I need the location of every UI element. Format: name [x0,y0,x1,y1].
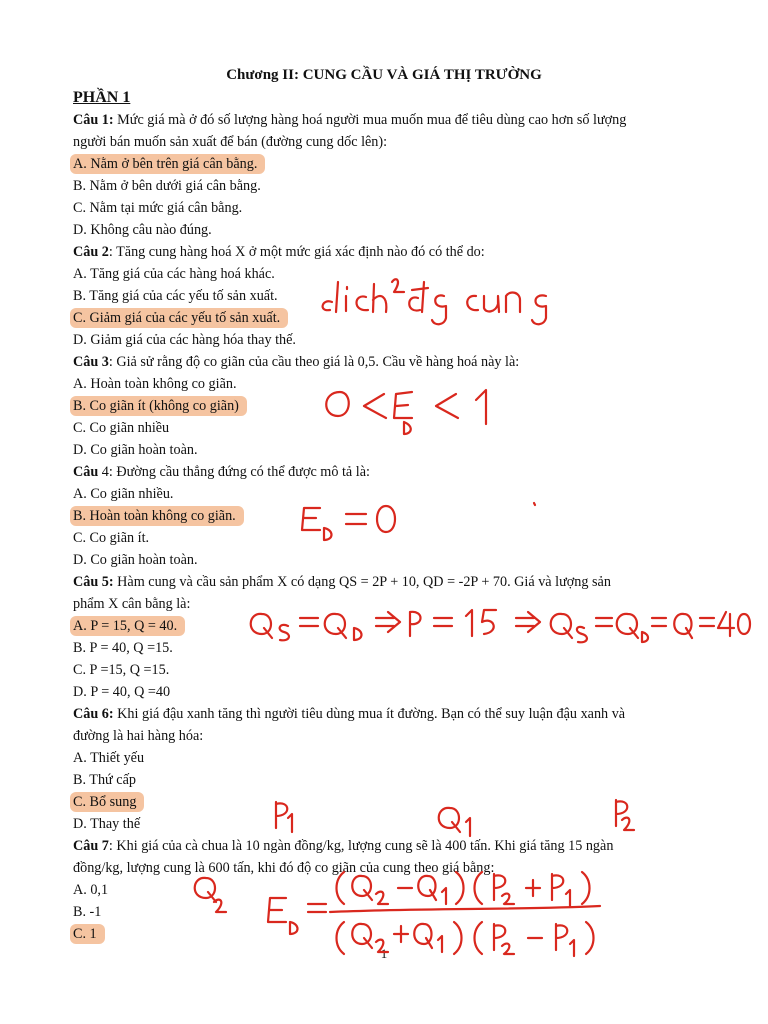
question-stem [73,243,485,261]
question-stem-continuation [73,859,494,877]
answer-option [73,441,198,459]
question-label: Câu 1: [73,112,114,128]
answer-option [73,793,144,811]
question-stem [73,353,519,371]
answer-text: D. Co giãn hoàn toàn. [73,552,198,568]
answer-option [73,925,105,943]
answer-option [73,749,144,767]
handwriting-q3-note [326,390,486,434]
answer-option [73,199,242,217]
question-stem [73,463,370,481]
question-stem [73,705,625,723]
answer-option [73,551,198,569]
handwriting-q4-note [302,503,535,540]
question-text: 4: Đường cầu thẳng đứng có thể được mô tả là: [98,464,370,480]
answer-option [73,177,261,195]
question-label: Câu 7 [73,838,109,854]
question-text: đường là hai hàng hóa: [73,728,204,744]
question-label: Câu 2 [73,244,109,260]
answer-text: B. Nằm ở bên dưới giá cân bằng. [73,178,261,194]
answer-text: D. P = 40, Q =40 [73,684,171,700]
answer-text: D. Co giãn hoàn toàn. [73,442,198,458]
answer-option [73,375,237,393]
answer-option [73,617,185,635]
answer-text: A. Co giãn nhiều. [73,486,174,502]
question-label: Câu [73,464,99,480]
question-text: : Giả sử rằng độ co giãn của cầu theo giá là 0,5. Cầu về hàng hoá này là: [108,354,520,370]
answer-option [73,287,278,305]
question-text: Hàm cung và cầu sản phẩm X có dạng QS = 2P + 10, QD = -2P + 70. Giá và lượng sản [113,574,611,590]
answer-text: C. Co giãn nhiều [73,420,170,436]
question-stem-continuation [73,133,387,151]
question-label: Câu 5: [73,574,114,590]
chapter-title: Chương II: CUNG CẦU VÀ GIÁ THỊ TRƯỜNG [226,67,542,83]
answer-option [73,309,288,327]
highlighted-answer: C. 1 [70,924,105,944]
question-stem [73,573,611,591]
answer-text: A. Hoàn toàn không co giãn. [73,376,237,392]
answer-text: A. Thiết yếu [73,750,145,766]
answer-text: A. 0,1 [73,882,109,898]
answer-option [73,771,136,789]
answer-text: D. Thay thế [73,816,141,832]
answer-option [73,815,140,833]
question-stem-continuation [73,727,203,745]
answer-text: C. Co giãn ít. [73,530,150,546]
answer-text: A. Tăng giá của các hàng hoá khác. [73,266,275,282]
highlighted-answer: C. Giảm giá của các yếu tố sản xuất. [70,308,288,328]
answer-text: B. Tăng giá của các yếu tố sản xuất. [73,288,278,304]
answer-option [73,881,108,899]
question-label: Câu 3 [73,354,109,370]
answer-text: B. -1 [73,904,102,920]
question-label: Câu 6: [73,706,114,722]
question-stem-continuation [73,595,190,613]
highlighted-answer: B. Co giãn ít (không co giãn) [70,396,247,416]
highlighted-answer: A. Nằm ở bên trên giá cân bằng. [70,154,265,174]
answer-option [73,397,247,415]
section-heading: PHẦN 1 [73,89,131,106]
answer-option [73,485,173,503]
answer-option [73,529,149,547]
answer-text: D. Không câu nào đúng. [73,222,212,238]
question-text: Mức giá mà ở đó số lượng hàng hoá người mua muốn mua để tiêu dùng cao hơn số lượng [113,112,627,128]
question-text: người bán muốn sản xuất để bán (đường cung dốc lên): [73,134,388,150]
answer-option [73,507,244,525]
answer-option [73,683,170,701]
answer-text: C. Nằm tại mức giá cân bằng. [73,200,243,216]
handwriting-q7-formula [268,872,600,956]
question-text: đồng/kg, lượng cung là 600 tấn, khi đó độ co giãn của cung theo giá bằng: [73,860,495,876]
handwriting-q7-labels [195,800,634,912]
answer-option [73,155,265,173]
answer-text: B. Thứ cấp [73,772,136,788]
question-text: phẩm X cân bằng là: [73,596,191,612]
answer-option [73,661,169,679]
question-text: : Tăng cung hàng hoá X ở một mức giá xác định nào đó có thể do: [108,244,485,260]
answer-option [73,903,101,921]
answer-option [73,639,173,657]
answer-text: B. P = 40, Q =15. [73,640,173,656]
highlighted-answer: B. Hoàn toàn không co giãn. [70,506,244,526]
question-text: Khi giá đậu xanh tăng thì người tiêu dùng mua ít đường. Bạn có thể suy luận đậu xanh và [113,706,626,722]
answer-option [73,331,296,349]
page-number: 1 [380,946,388,961]
handwriting-q2-note [323,279,546,324]
answer-text: D. Giảm giá của các hàng hóa thay thế. [73,332,296,348]
highlighted-answer: A. P = 15, Q = 40. [70,616,185,636]
answer-text: C. P =15, Q =15. [73,662,170,678]
question-stem [73,837,613,855]
question-stem [73,111,626,129]
handwriting-q5-note [251,610,750,642]
question-text: : Khi giá của cà chua là 10 ngàn đồng/kg, lượng cung sẽ là 400 tấn. Khi giá tăng 15 ngàn [108,838,614,854]
answer-option [73,221,212,239]
highlighted-answer: C. Bổ sung [70,792,144,812]
answer-option [73,419,169,437]
answer-option [73,265,275,283]
